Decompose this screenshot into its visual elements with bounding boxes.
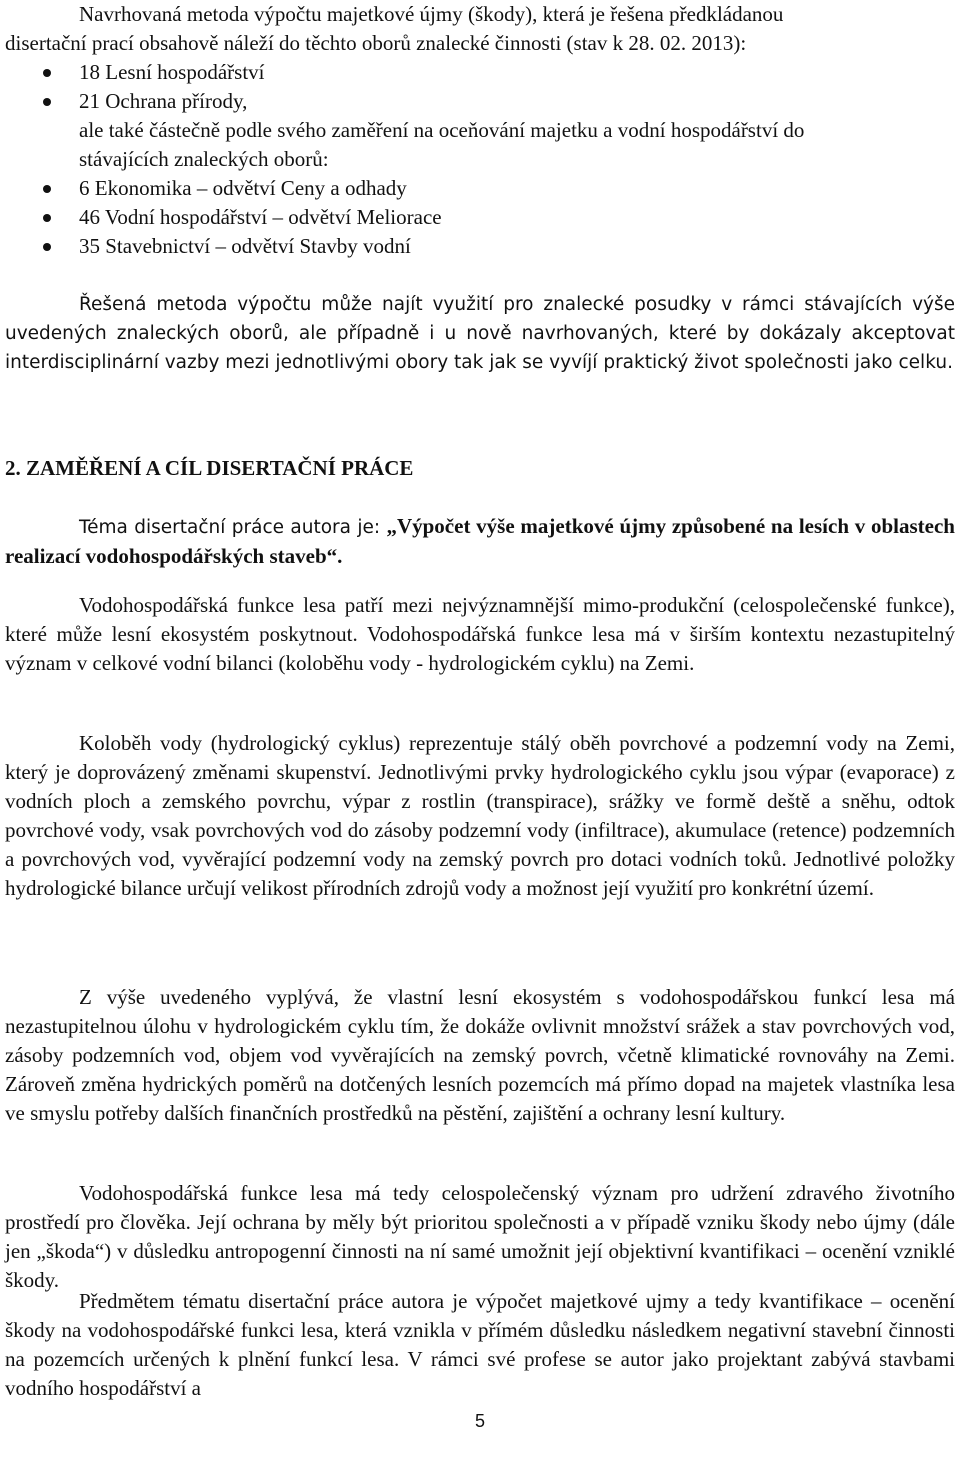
topic-title: „Výpočet výše majetkové újmy způsobené na lesích v oblastech realizací vodohospodářských staveb“.: [5, 514, 955, 568]
intro-block: [5, 0, 955, 261]
field-list-continued: [5, 174, 955, 261]
paragraph-block-3: [5, 983, 955, 1128]
list-item: [5, 87, 955, 116]
intro-line-1: Navrhovaná metoda výpočtu majetkové újmy (škody), která je řešena předkládanou: [79, 2, 784, 26]
paragraph-block-1: [5, 591, 955, 678]
page-number: 5: [474, 1411, 485, 1431]
body-paragraph: Vodohospodářská funkce lesa má tedy celospolečenský význam pro udržení zdravého životního prostředí pro člověka. Její ochrana by měly být prioritou společnosti a v případě vzniku škody nebo újmy (dále jen „škoda“) v důsledku antropogenní činnosti na ní samé umožnit její objektivní kvantifikaci – ocenění vzniklé škody.: [5, 1181, 955, 1292]
continuation-line-1: ale také částečně podle svého zaměření na oceňování majetku a vodní hospodářství do: [79, 118, 805, 142]
bullet-icon: [43, 243, 51, 251]
paragraph-block-4: [5, 1179, 955, 1295]
body-paragraph: Předmětem tématu disertační práce autora je výpočet majetkové ujmy a tedy kvantifikace – ocenění škody na vodohospodářské funkci lesa, která vznikla v přímém důsledku následkem negativní stavební činnosti na pozemcích určených k plnění funkcí lesa. V rámci své profese se autor jako projektant zabývá stavbami vodního hospodářství a: [5, 1289, 955, 1400]
list-item-text: 35 Stavebnictví – odvětví Stavby vodní: [79, 234, 411, 258]
list-item: [5, 203, 955, 232]
document-page: [5, 0, 955, 1460]
paragraph-block-2: [5, 729, 955, 903]
solution-paragraph-block: [5, 290, 955, 377]
bullet-icon: [43, 69, 51, 77]
intro-line-2: disertační prací obsahově náleží do těchto oborů znalecké činnosti (stav k 28. 02. 2013):: [5, 31, 747, 55]
list-item: [5, 174, 955, 203]
topic-paragraph: [5, 512, 955, 571]
bullet-icon: [43, 214, 51, 222]
paragraph-block-5: [5, 1287, 955, 1403]
list-item-text: 21 Ochrana přírody,: [79, 89, 248, 113]
body-paragraph: Koloběh vody (hydrologický cyklus) reprezentuje stálý oběh povrchové a podzemní vody na Zemi, který je doprovázený změnami skupenství. Jednotlivými prvky hydrologického cyklu jsou výpar (evaporace) z vodních ploch a zemského povrchu, výpar z rostlin (transpirace), srážky ve formě deště a sněhu, odtok povrchové vody, vsak povrchových vod do zásoby podzemní vody (infiltrace), akumulace (retence) podzemních a povrchových vod, vyvěrající podzemní vody na zemský povrch pro dotaci vodních toků. Jednotlivé položky hydrologické bilance určují velikost přírodních zdrojů vody a možnost její využití pro konkrétní území.: [5, 731, 955, 900]
bullet-icon: [43, 185, 51, 193]
body-paragraph: Vodohospodářská funkce lesa patří mezi nejvýznamnější mimo-produkční (celospolečenské funkce), které může lesní ekosystém poskytnout. Vodohospodářská funkce lesa má v širším kontextu nezastupitelný význam v celkové vodní bilanci (koloběhu vody - hydrologickém cyklu) na Zemi.: [5, 593, 955, 675]
list-item: [5, 58, 955, 87]
field-list: [5, 58, 955, 116]
list-item-text: 6 Ekonomika – odvětví Ceny a odhady: [79, 176, 407, 200]
topic-block: [5, 512, 955, 571]
body-paragraph: Z výše uvedeného vyplývá, že vlastní lesní ekosystém s vodohospodářskou funkcí lesa má nezastupitelnou úlohu v hydrologickém cyklu tím, že dokáže ovlivnit množství srážek a stav povrchových vod, zásoby podzemních vod, objem vod vyvěrajících na zemský povrch, včetně klimatické rovnováhy na Zemi. Zároveň změna hydrických poměrů na dotčených lesních pozemcích má přímo dopad na majetek vlastníka lesa ve smyslu potřeby dalších finančních prostředků na pěstění, zajištění a ochrany lesní kultury.: [5, 985, 955, 1125]
list-item: [5, 232, 955, 261]
list-item-text: 46 Vodní hospodářství – odvětví Meliorace: [79, 205, 442, 229]
topic-prefix: Téma disertační práce autora je:: [79, 517, 387, 538]
list-item-text: 18 Lesní hospodářství: [79, 60, 265, 84]
section-heading: 2. ZAMĚŘENÍ A CÍL DISERTAČNÍ PRÁCE: [5, 456, 414, 480]
continuation-line-2: stávajících znaleckých oborů:: [79, 147, 329, 171]
bullet-icon: [43, 98, 51, 106]
solution-paragraph: Řešená metoda výpočtu může najít využití pro znalecké posudky v rámci stávajících výše uvedených znaleckých oborů, ale případně i u nově navrhovaných, které by dokázaly akceptovat interdisciplinární vazby mezi jednotlivými obory tak jak se vyvíjí praktický život společnosti jako celku.: [5, 294, 955, 373]
